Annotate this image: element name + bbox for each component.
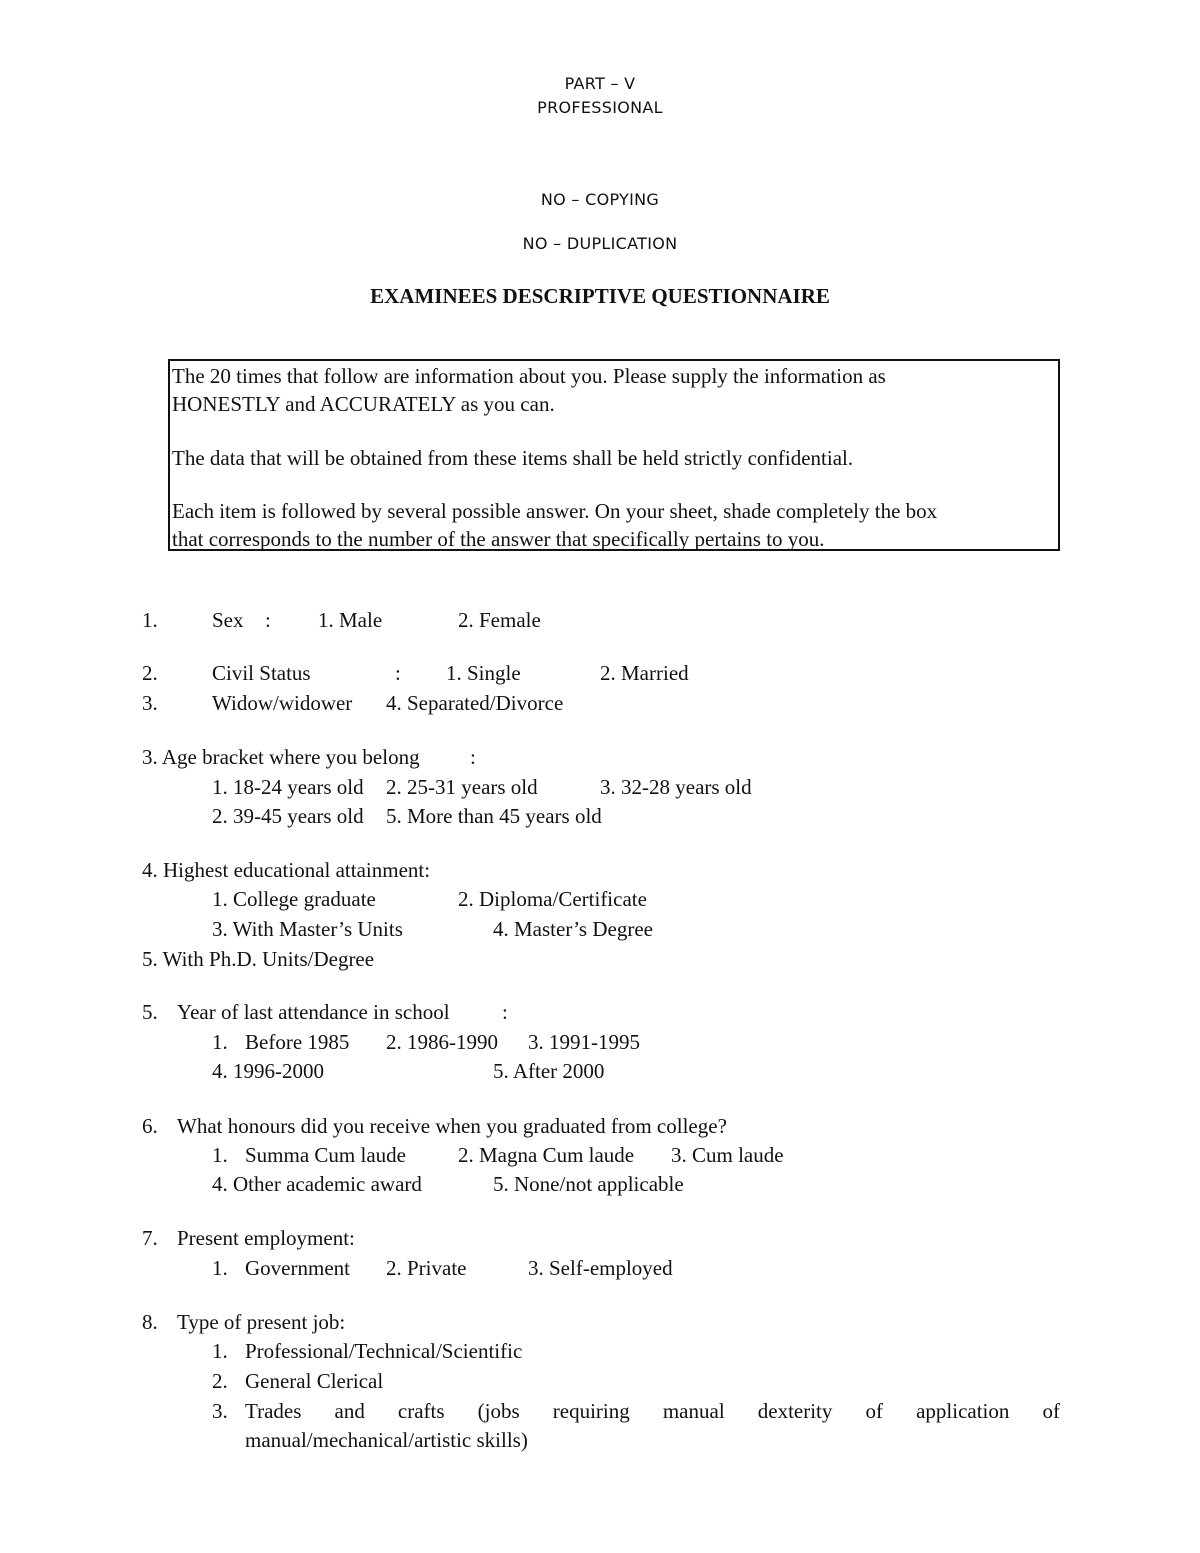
answer-option: 3. Cum laude xyxy=(671,1143,784,1167)
question-number: 7. xyxy=(142,1226,158,1250)
answer-option: Government xyxy=(245,1256,350,1280)
answer-option: 4. Master’s Degree xyxy=(493,917,653,941)
section-heading: PROFESSIONAL xyxy=(537,98,663,117)
answer-option: 1. Male xyxy=(318,608,383,632)
answer-option: 3. 1991-1995 xyxy=(528,1030,640,1054)
question-label: Year of last attendance in school xyxy=(177,1000,450,1024)
question-number: 2. xyxy=(142,661,158,685)
no-duplication-notice: NO – DUPLICATION xyxy=(522,234,678,253)
instructions-line: that corresponds to the number of the answer that specifically pertains to you. xyxy=(172,527,825,551)
document-title: EXAMINEES DESCRIPTIVE QUESTIONNAIRE xyxy=(370,284,830,308)
question-colon: : xyxy=(470,745,476,769)
answer-option: 1. Single xyxy=(446,661,521,685)
answer-option: 5. None/not applicable xyxy=(493,1172,684,1196)
answer-option: Summa Cum laude xyxy=(245,1143,406,1167)
question-label: What honours did you receive when you graduated from college? xyxy=(177,1114,727,1138)
instructions-line: The 20 times that follow are information about you. Please supply the information as xyxy=(172,364,886,388)
answer-option: 3. Self-employed xyxy=(528,1256,673,1280)
answer-option: 2. Private xyxy=(386,1256,467,1280)
question-label: Type of present job: xyxy=(177,1310,346,1334)
answer-option: Trades and crafts (jobs requiring manual dexterity of application of xyxy=(245,1399,1060,1423)
answer-option: 4. Other academic award xyxy=(212,1172,422,1196)
question-label: Present employment: xyxy=(177,1226,355,1250)
answer-option: 3. 32-28 years old xyxy=(600,775,752,799)
question-label: 3. Age bracket where you belong xyxy=(142,745,420,769)
instructions-line: HONESTLY and ACCURATELY as you can. xyxy=(172,392,555,416)
answer-option: 3. With Master’s Units xyxy=(212,917,403,941)
answer-option: 2. 1986-1990 xyxy=(386,1030,498,1054)
answer-option: Before 1985 xyxy=(245,1030,350,1054)
answer-number: 1. xyxy=(212,1256,228,1280)
answer-option: 2. Female xyxy=(458,608,541,632)
question-number: 8. xyxy=(142,1310,158,1334)
question-label: Sex xyxy=(212,608,244,632)
answer-option: Professional/Technical/Scientific xyxy=(245,1339,523,1363)
question-label: Civil Status xyxy=(212,661,311,685)
question-colon: : xyxy=(265,608,271,632)
answer-option: 5. After 2000 xyxy=(493,1059,605,1083)
part-heading: PART – V xyxy=(564,74,636,93)
answer-number: 1. xyxy=(212,1030,228,1054)
answer-number: 1. xyxy=(212,1143,228,1167)
answer-number: 2. xyxy=(212,1369,228,1393)
no-copying-notice: NO – COPYING xyxy=(540,190,660,209)
answer-option: 4. 1996-2000 xyxy=(212,1059,324,1083)
question-number: 5. xyxy=(142,1000,158,1024)
answer-option: 2. Married xyxy=(600,661,689,685)
answer-number: 1. xyxy=(212,1339,228,1363)
answer-option: 4. Separated/Divorce xyxy=(386,691,564,715)
instructions-line: Each item is followed by several possible answer. On your sheet, shade completely the box xyxy=(172,499,938,523)
question-colon: : xyxy=(502,1000,508,1024)
question-label: 4. Highest educational attainment: xyxy=(142,858,431,882)
answer-number: 3. xyxy=(212,1399,228,1423)
instructions-line: The data that will be obtained from these items shall be held strictly confidential. xyxy=(172,446,854,470)
answer-option: 5. More than 45 years old xyxy=(386,804,602,828)
answer-option: 2. 39-45 years old xyxy=(212,804,364,828)
answer-option-continuation: manual/mechanical/artistic skills) xyxy=(245,1428,528,1452)
question-number: 1. xyxy=(142,608,158,632)
answer-option: 1. 18-24 years old xyxy=(212,775,364,799)
question-colon: : xyxy=(395,661,401,685)
answer-option: General Clerical xyxy=(245,1369,384,1393)
question-number: 6. xyxy=(142,1114,158,1138)
answer-option: Widow/widower xyxy=(212,691,353,715)
question-number: 3. xyxy=(142,691,158,715)
answer-option: 1. College graduate xyxy=(212,887,376,911)
answer-option: 2. Magna Cum laude xyxy=(458,1143,635,1167)
answer-option: 5. With Ph.D. Units/Degree xyxy=(142,947,375,971)
answer-option: 2. Diploma/Certificate xyxy=(458,887,647,911)
answer-option: 2. 25-31 years old xyxy=(386,775,538,799)
